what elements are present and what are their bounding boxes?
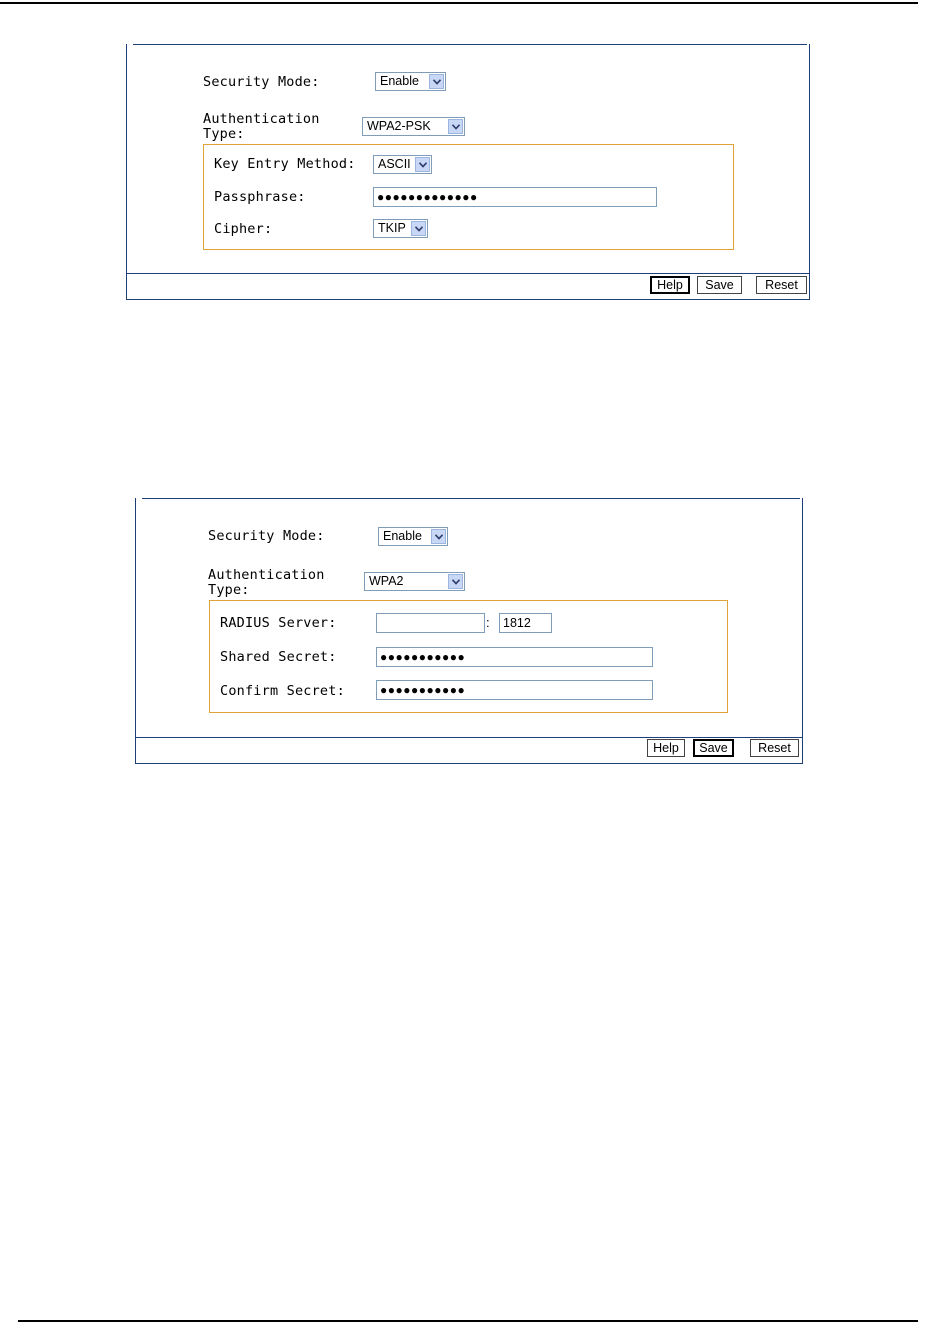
auth-type-label-line1: Authentication xyxy=(208,567,325,583)
cipher-select[interactable] xyxy=(373,219,428,238)
panel-top-border xyxy=(142,498,800,499)
auth-type-select[interactable] xyxy=(364,572,465,591)
chevron-down-icon[interactable] xyxy=(411,221,426,236)
auth-type-value: WPA2 xyxy=(369,574,404,588)
auth-type-select[interactable] xyxy=(362,117,465,136)
security-mode-select[interactable] xyxy=(375,72,446,91)
wpa2-panel xyxy=(135,498,803,764)
confirm-secret-input[interactable]: ●●●●●●●●●●● xyxy=(376,680,653,700)
security-mode-value: Enable xyxy=(383,529,422,543)
security-mode-value: Enable xyxy=(380,74,419,88)
radius-port-separator: : xyxy=(486,615,490,630)
auth-type-label-line2: Type: xyxy=(203,126,245,142)
shared-secret-input[interactable]: ●●●●●●●●●●● xyxy=(376,647,653,667)
key-entry-method-value: ASCII xyxy=(378,157,411,171)
cipher-label: Cipher: xyxy=(214,221,273,237)
passphrase-input[interactable]: ●●●●●●●●●●●●● xyxy=(373,187,657,207)
security-mode-label: Security Mode: xyxy=(208,528,325,544)
help-button[interactable]: Help xyxy=(647,739,685,757)
page-header-rule xyxy=(0,2,918,4)
save-button[interactable]: Save xyxy=(697,276,742,294)
security-mode-select[interactable] xyxy=(378,527,448,546)
confirm-secret-label: Confirm Secret: xyxy=(220,683,345,699)
help-button[interactable]: Help xyxy=(650,276,690,294)
cipher-value: TKIP xyxy=(378,221,406,235)
panel-footer-border xyxy=(127,273,809,274)
radius-server-ip-input[interactable] xyxy=(376,613,485,633)
panel-top-border xyxy=(133,44,807,45)
panel-footer-border xyxy=(136,737,802,738)
auth-type-label-line2: Type: xyxy=(208,582,250,598)
security-mode-label: Security Mode: xyxy=(203,74,320,90)
key-entry-method-select[interactable] xyxy=(373,155,432,174)
save-button[interactable]: Save xyxy=(693,739,734,757)
radius-server-label: RADIUS Server: xyxy=(220,615,337,631)
chevron-down-icon[interactable] xyxy=(429,74,444,89)
radius-server-port-input[interactable]: 1812 xyxy=(499,613,552,633)
reset-button[interactable]: Reset xyxy=(756,276,807,294)
page-footer-rule xyxy=(18,1320,918,1322)
auth-type-value: WPA2-PSK xyxy=(367,119,431,133)
passphrase-label: Passphrase: xyxy=(214,189,306,205)
chevron-down-icon[interactable] xyxy=(448,574,463,589)
shared-secret-label: Shared Secret: xyxy=(220,649,337,665)
chevron-down-icon[interactable] xyxy=(431,529,446,544)
auth-type-label-line1: Authentication xyxy=(203,111,320,127)
chevron-down-icon[interactable] xyxy=(415,157,430,172)
chevron-down-icon[interactable] xyxy=(448,119,463,134)
reset-button[interactable]: Reset xyxy=(750,739,799,757)
key-entry-method-label: Key Entry Method: xyxy=(214,156,356,172)
wpa2-psk-panel xyxy=(126,44,810,300)
